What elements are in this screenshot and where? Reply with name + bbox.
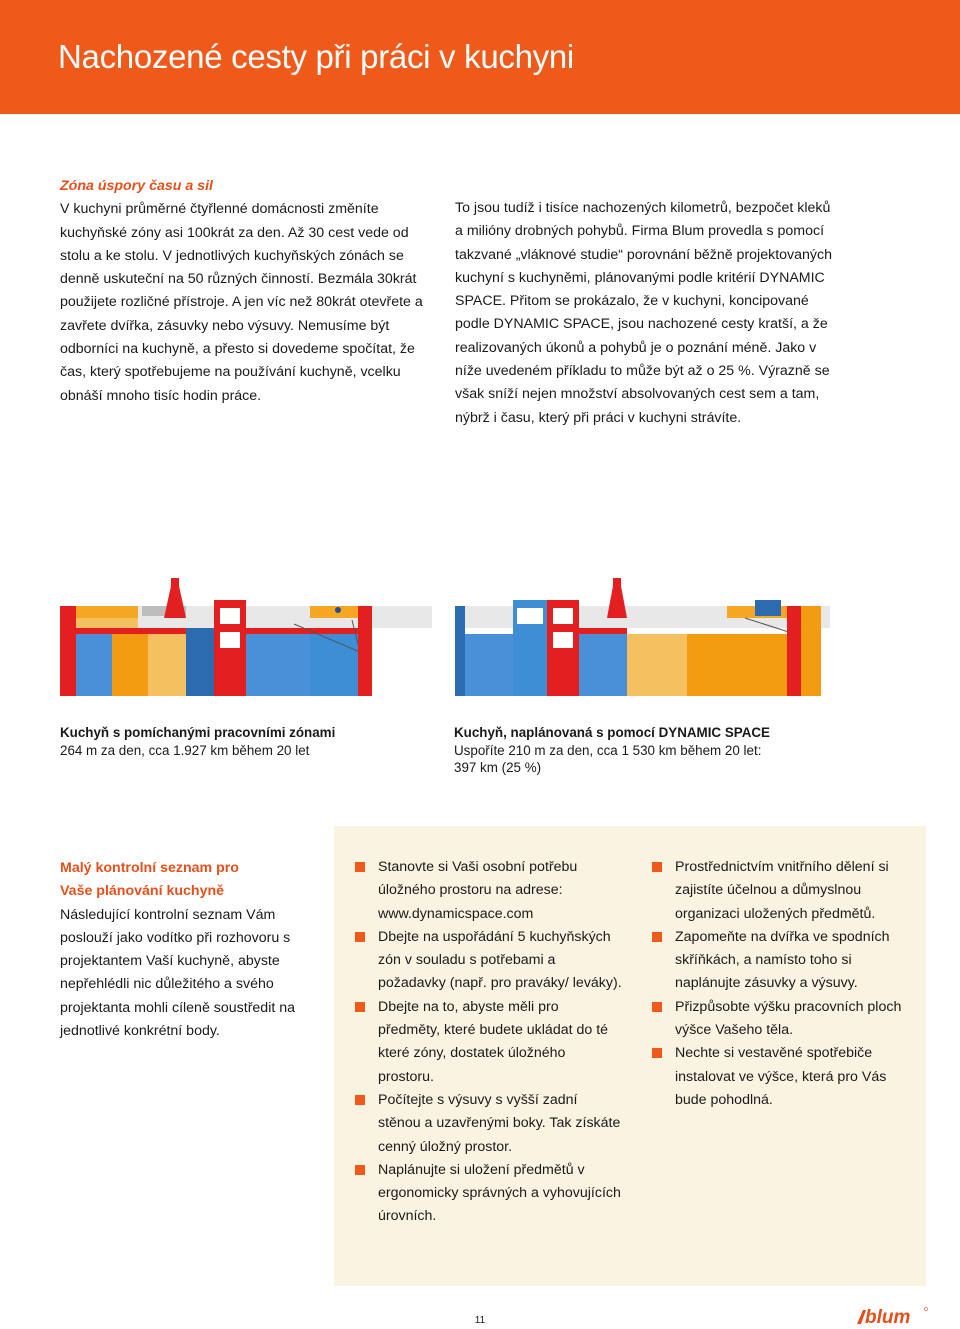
caption-title: Kuchyň s pomíchanými pracovními zónami — [60, 725, 336, 740]
kitchen-illustration-mixed-zones — [60, 578, 432, 698]
checklist-intro — [60, 857, 320, 1043]
list-item: Naplánujte si uložení předmětů v ergonomicky správných a vyhovujících úrovních. — [354, 1159, 624, 1229]
intro-left-column — [60, 175, 430, 408]
svg-text:blum: blum — [865, 1307, 911, 1328]
bullet-square-icon — [652, 1048, 662, 1058]
caption-stat: Uspoříte 210 m za den, cca 1 530 km během 20 let: — [454, 742, 762, 758]
page-number: 11 — [474, 1315, 486, 1326]
list-item: Dbejte na uspořádání 5 kuchyňských zón v souladu s potřebami a požadavky (např. pro praváky/ leváky). — [354, 926, 624, 996]
intro-right-column — [455, 197, 835, 430]
bullet-square-icon — [355, 1002, 365, 1012]
caption-stat: 264 m za den, cca 1.927 km během 20 let — [60, 742, 310, 758]
checklist-heading-line2: Vaše plánování kuchyně — [60, 883, 225, 900]
checklist-heading-line1: Malý kontrolní seznam pro — [60, 860, 239, 876]
bullet-square-icon — [652, 862, 662, 872]
bullet-square-icon — [652, 932, 662, 942]
checklist-list-right — [651, 856, 921, 1112]
list-item: Stanovte si Vaši osobní potřebu úložného prostoru na adrese: www.dynamicspace.com — [354, 856, 624, 926]
bullet-square-icon — [652, 1002, 662, 1012]
caption-stat-savings: 397 km (25 %) — [454, 760, 542, 775]
bullet-square-icon — [355, 1165, 365, 1175]
blum-logo-icon — [855, 1304, 930, 1328]
list-item: Zapomeňte na dvířka ve spodních skříňkách, a namísto toho si naplánujte zásuvky a výsuvy. — [651, 926, 921, 996]
bullet-square-icon — [355, 1095, 365, 1105]
list-item: Prostřednictvím vnitřního dělení si zajistíte účelnou a důmyslnou organizaci uložených předmětů. — [651, 856, 921, 926]
list-item: Nechte si vestavěné spotřebiče instalovat ve výšce, která pro Vás bude pohodlná. — [651, 1042, 921, 1112]
caption-dynamic-space — [454, 724, 834, 777]
checklist-intro-text: Následující kontrolní seznam Vám poslouží jako vodítko při rozhovoru s projektantem Vaší kuchyně, abyste nepřehlédli nic důležitého a svého projektanta mohli cíleně soustředit na jednotlivé konkrétní body. — [60, 906, 296, 1040]
caption-mixed-zones — [60, 724, 420, 759]
list-item: Počítejte s výsuvy s vyšší zadní stěnou a uzavřenými boky. Tak získáte cenný úložný prostor. — [354, 1089, 624, 1159]
intro-left-text: V kuchyni průměrné čtyřlenné domácnosti změníte kuchyňské zóny asi 100krát za den. Až 30 cest vede od stolu a ke stolu. V jednotlivých kuchyňských zónách se denně uskuteční na 50 různých činností. Bezmála 30krát použijete rozličné přístroje. A jen víc než 80krát otevřete a zavřete dvířka, zásuvky nebo výsuvy. Nemusíme být odborníci na kuchyně, a přesto si dovedeme spočítat, že čas, který spotřebujeme na používání kuchyně, vcelku obnáší mnoho tisíc hodin práce. — [60, 201, 423, 404]
section-heading: Zóna úspory času a sil — [60, 178, 213, 194]
caption-title: Kuchyň, naplánovaná s pomocí DYNAMIC SPACE — [454, 725, 770, 740]
intro-right-text: To jsou tudíž i tisíce nachozených kilometrů, bezpočet kleků a milióny drobných pohybů. Firma Blum provedla s pomocí takzvané „vláknové studie“ porovnání běžně projektovaných kuchyní s kuchyněmi, plánovanými podle kritérií DYNAMIC SPACE. Přitom se prokázalo, že v kuchyni, koncipované podle DYNAMIC SPACE, jsou nachozené cesty kratší, a že realizovaných úkonů a pohybů je o poznání méně. Jako v níže uvedeném příkladu to může být až o 25 %. Výrazně se však sníží nejen množství absolvovaných cest sem a tam, nýbrž i času, který při práci v kuchyni strávíte. — [455, 200, 832, 426]
list-item: Dbejte na to, abyste měli pro předměty, které budete ukládat do té které zóny, dostatek úložného prostoru. — [354, 996, 624, 1089]
bullet-square-icon — [355, 862, 365, 872]
kitchen-illustration-dynamic-space — [455, 578, 830, 698]
bullet-square-icon — [355, 932, 365, 942]
page-title: Nachozené cesty při práci v kuchyni — [58, 38, 574, 75]
list-item: Přizpůsobte výšku pracovních ploch výšce Vašeho těla. — [651, 996, 921, 1043]
checklist-list-middle — [354, 856, 624, 1229]
